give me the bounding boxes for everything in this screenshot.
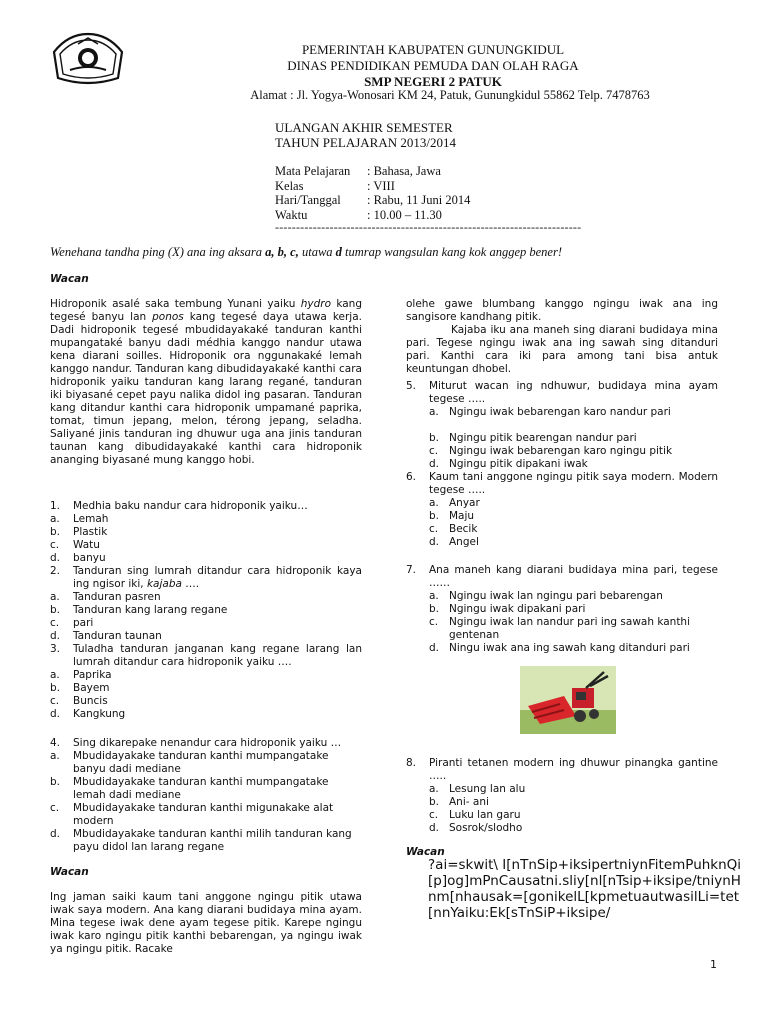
exam-info <box>275 164 470 222</box>
instruction-text: Wenehana tandha ping (X) ana ing aksara <box>50 245 266 259</box>
option[interactable] <box>429 497 718 510</box>
option[interactable] <box>429 510 718 523</box>
option-letter: a. <box>429 590 439 602</box>
option-letter: a. <box>50 669 60 681</box>
info-key: Hari/Tanggal <box>275 193 341 207</box>
option-text: Ngingu iwak lan ngingu pari bebarengan <box>449 590 663 602</box>
option[interactable] <box>50 695 362 708</box>
question-text: Kaum tani anggone ngingu pitik saya modern. Modern tegese ….. <box>429 471 718 496</box>
instruction-text: utawa <box>298 245 336 259</box>
option[interactable] <box>50 802 362 828</box>
option-letter: c. <box>50 539 60 551</box>
option[interactable] <box>429 783 718 796</box>
option-letter: c. <box>50 695 60 707</box>
passage-mina-ayam: Ing jaman saiki kaum tani anggone ngingu pitik utawa iwak saya modern. Ana kang diarani budidaya mina ayam. Mina tegese iwak dene ayam tegese pitik. Karepe ngingu iwak karo ngingu pitik kanthi bebarengan, ya ngingu iwak ya ngingu pitik. Racake <box>50 891 362 955</box>
question-text: …. <box>181 578 200 590</box>
option[interactable] <box>429 796 718 809</box>
instruction-letters: a, b, c, <box>265 245 299 259</box>
option[interactable] <box>429 406 718 432</box>
option-letter: a. <box>429 783 439 795</box>
option-letter: d. <box>429 536 440 548</box>
instruction-text: tumrap wangsulan kang kok anggep bener! <box>341 245 563 259</box>
regency-emblem-icon <box>48 30 128 88</box>
question-text: Medhia baku nandur cara hidroponik yaiku… <box>73 500 308 512</box>
info-value: : 10.00 – 11.30 <box>367 207 442 222</box>
option-letter: a. <box>50 591 60 603</box>
question-1 <box>23 500 362 513</box>
question-number: 8. <box>406 757 417 769</box>
option-text: Lemah <box>73 513 109 525</box>
option[interactable] <box>50 776 362 802</box>
passage-hydroponics <box>50 298 362 467</box>
info-key: Mata Pelajaran <box>275 164 351 178</box>
info-key: Waktu <box>275 207 308 222</box>
option-letter: d. <box>429 458 440 470</box>
harvester-image <box>520 666 616 734</box>
option-text: Kangkung <box>73 708 126 720</box>
option-text: Mbudidayakake tanduran kanthi migunakake alat modern <box>73 802 334 827</box>
option-text: Plastik <box>73 526 108 538</box>
info-value: : Rabu, 11 Juni 2014 <box>367 193 471 207</box>
option[interactable] <box>50 526 362 539</box>
regency-logo <box>48 30 128 88</box>
option[interactable] <box>429 603 718 616</box>
option-text: pari <box>73 617 94 629</box>
option[interactable] <box>50 617 362 630</box>
option-text: Tanduran taunan <box>73 630 162 642</box>
question-number: 5. <box>406 380 417 392</box>
question-text: Tuladha tanduran janganan kang regane larang lan lumrah ditandur cara hidroponik yaiku …. <box>73 643 362 668</box>
option-letter: b. <box>50 682 61 694</box>
option-text: Angel <box>449 536 479 548</box>
info-key: Kelas <box>275 178 304 193</box>
question-number: 7. <box>406 564 417 576</box>
passage-text: Hidroponik asalé saka tembung Yunani yaiku <box>50 298 301 310</box>
option-text: banyu <box>73 552 106 564</box>
wacan-heading-1: Wacan <box>50 273 89 285</box>
question-5 <box>406 380 718 406</box>
option-text: Lesung lan alu <box>449 783 526 795</box>
option[interactable] <box>429 445 718 458</box>
rice-harvester-illustration <box>520 666 616 734</box>
department-name: DINAS PENDIDIKAN PEMUDA DAN OLAH RAGA <box>287 58 579 73</box>
option[interactable] <box>50 630 362 643</box>
separator-dashes: ------------------------------------------------------------------------- <box>275 220 582 234</box>
option[interactable] <box>50 513 362 526</box>
question-text: Piranti tetanen modern ing dhuwur pinangka gantine ….. <box>429 757 718 782</box>
info-value: : Bahasa, Jawa <box>367 164 441 178</box>
option[interactable] <box>50 669 362 682</box>
option[interactable] <box>50 552 362 565</box>
option-text: Paprika <box>73 669 112 681</box>
question-text: Sing dikarepake nenandur cara hidroponik yaiku … <box>73 737 342 749</box>
option-letter: b. <box>50 604 61 616</box>
question-number: 2. <box>50 565 61 577</box>
question-8 <box>406 757 718 783</box>
school-address: Alamat : Jl. Yogya-Wonosari KM 24, Patuk, Gunungkidul 55862 Telp. 7478763 <box>250 88 650 102</box>
option-letter: d. <box>429 822 440 834</box>
passage-continued: olehe gawe blumbang kanggo ngingu iwak ana ing sangisore kandhang pitik. <box>406 298 718 323</box>
option-letter: a. <box>50 513 60 525</box>
government-name: PEMERINTAH KABUPATEN GUNUNGKIDUL <box>301 42 565 57</box>
option-text: Becik <box>449 523 478 535</box>
question-text: Ana maneh kang diarani budidaya mina pari, tegese …… <box>429 564 718 589</box>
option-letter: b. <box>429 510 440 522</box>
option[interactable] <box>429 822 718 835</box>
school-name: SMP NEGERI 2 PATUK <box>364 74 502 89</box>
questions-right <box>406 380 718 549</box>
option-letter: d. <box>50 828 61 840</box>
option[interactable] <box>50 591 362 604</box>
option-text: Ani- ani <box>449 796 489 808</box>
info-row-class <box>275 179 470 194</box>
option-letter: d. <box>50 552 61 564</box>
option-letter: c. <box>429 809 439 821</box>
wacan-heading-3: Wacan <box>406 846 445 858</box>
option-text: Bayem <box>73 682 110 694</box>
question-4 <box>23 737 362 750</box>
option-text: Ngingu iwak bebarengan karo ngingu pitik <box>449 445 673 457</box>
page-number: 1 <box>710 958 717 971</box>
option[interactable] <box>50 708 362 721</box>
option-text: Ningu iwak ana ing sawah kang ditanduri pari <box>449 642 690 654</box>
question-italic: kajaba <box>146 578 182 590</box>
option[interactable] <box>429 536 718 549</box>
option-text: Tanduran kang larang regane <box>73 604 228 616</box>
passage-italic: hydro <box>300 298 331 310</box>
question-text: Miturut wacan ing ndhuwur, budidaya mina ayam tegese ….. <box>429 380 718 405</box>
option-letter: d. <box>50 630 61 642</box>
question-4-block <box>50 737 362 854</box>
option-letter: b. <box>429 796 440 808</box>
option-letter: a. <box>429 497 439 509</box>
passage-text: kang tegesé banyu lan <box>50 298 362 323</box>
option-text: Luku lan garu <box>449 809 521 821</box>
option-text: Ngingu iwak dipakani pari <box>449 603 586 615</box>
option-letter: c. <box>429 523 439 535</box>
option-letter: c. <box>50 617 60 629</box>
option-letter: b. <box>50 776 61 788</box>
option-text: Ngingu iwak lan nandur pari ing sawah kanthi gentenan <box>449 616 691 641</box>
option[interactable] <box>50 604 362 617</box>
option[interactable] <box>429 590 718 603</box>
option-text: Watu <box>73 539 100 551</box>
option[interactable] <box>50 750 362 776</box>
option-text: Buncis <box>73 695 108 707</box>
option-text: Tanduran pasren <box>73 591 161 603</box>
option[interactable] <box>429 616 718 642</box>
option-text: Ngingu pitik bearengan nandur pari <box>449 432 637 444</box>
question-text: Tanduran sing lumrah ditandur cara hidroponik kaya ing ngisor iki, <box>73 565 362 590</box>
option-letter: c. <box>429 445 439 457</box>
instruction <box>50 245 562 260</box>
option[interactable] <box>429 432 718 445</box>
option-letter: c. <box>429 616 439 628</box>
option-text: Mbudidayakake tanduran kanthi milih tanduran kang payu didol lan larang regane <box>73 828 352 853</box>
option[interactable] <box>50 682 362 695</box>
option-letter: c. <box>50 802 60 814</box>
option-letter: b. <box>429 432 440 444</box>
info-value: : VIII <box>367 178 395 193</box>
option[interactable] <box>429 523 718 536</box>
option-text: Mbudidayakake tanduran kanthi mumpangatake lemah dadi mediane <box>73 776 329 801</box>
exam-year: TAHUN PELAJARAN 2013/2014 <box>275 135 456 150</box>
passage-italic: ponos <box>152 311 184 323</box>
option-text: Ngingu iwak bebarengan karo nandur pari <box>449 406 671 418</box>
instruction-letter-d: d <box>335 245 342 259</box>
option[interactable] <box>50 828 362 854</box>
option-letter: d. <box>429 642 440 654</box>
exam-title: ULANGAN AKHIR SEMESTER <box>275 120 453 135</box>
info-row-date <box>275 193 470 208</box>
option-letter: a. <box>429 406 439 418</box>
passage-text: kang tegesé daya utawa kerja. Dadi hidroponik tegesé mbudidayakaké tanduran kanthi mupangataké banyu dadi médhia kanggo nandur utawa kena diarani soilles. Hidroponik ora nggunakaké lemah kanggo nandur. Tanduran kang dibudidayakaké kanthi cara hidroponik yaiku tanduran kang larang regané, tanduran iki biyasané cepet payu nalika didol ing pasaran. Tanduran kang ditandur kanthi cara hidroponik umpamané paprika, tomat, timun jepang, melon, térong jepang, seladha. Saliyané jinis tanduran ing dhuwur uga ana jinis tanduran taunan kang dibudidayakaké kanthi cara hidroponik ananging biyasané mung kanggo hobi. <box>50 311 362 466</box>
option-text: Ngingu pitik dipakani iwak <box>449 458 588 470</box>
question-3 <box>23 643 362 669</box>
option-text: Anyar <box>449 497 480 509</box>
question-number: 6. <box>406 471 417 483</box>
option[interactable] <box>429 642 718 655</box>
option[interactable] <box>50 539 362 552</box>
option[interactable] <box>429 458 718 471</box>
question-7 <box>406 564 718 590</box>
question-7-block <box>406 564 718 655</box>
question-number: 4. <box>50 737 61 749</box>
question-number: 3. <box>50 643 61 655</box>
question-6 <box>406 471 718 497</box>
info-row-subject <box>275 164 470 179</box>
option-text: Mbudidayakake tanduran kanthi mumpangatake banyu dadi mediane <box>73 750 329 775</box>
wacan-heading-2: Wacan <box>50 866 89 878</box>
questions-left <box>50 500 362 721</box>
option-letter: a. <box>50 750 60 762</box>
option-letter: b. <box>50 526 61 538</box>
question-8-block <box>406 757 718 835</box>
option-letter: d. <box>50 708 61 720</box>
garbled-text: ?ai=skwit\ I[nTnSip+iksipertniynFitemPuhknQi[p]og]mPnCausatni.sliy[nl[nTsip+iksipe/tniynHnm[nhausak=[gonikelL[kpmetuautwasilLi=tet[nnYaiku:Ek[sTnSiP+iksipe/ <box>428 857 742 921</box>
passage-mina-pari: Kajaba iku ana maneh sing diarani budidaya mina pari. Tegese ngingu iwak ana ing sawah sing ditanduri pari. Kanthi cara iki para among tani bisa antuk keuntungan dhobel. <box>406 324 718 375</box>
option-letter: b. <box>429 603 440 615</box>
option[interactable] <box>429 809 718 822</box>
question-number: 1. <box>50 500 61 512</box>
option-text: Maju <box>449 510 475 522</box>
option-text: Sosrok/slodho <box>449 822 523 834</box>
question-2 <box>23 565 362 591</box>
